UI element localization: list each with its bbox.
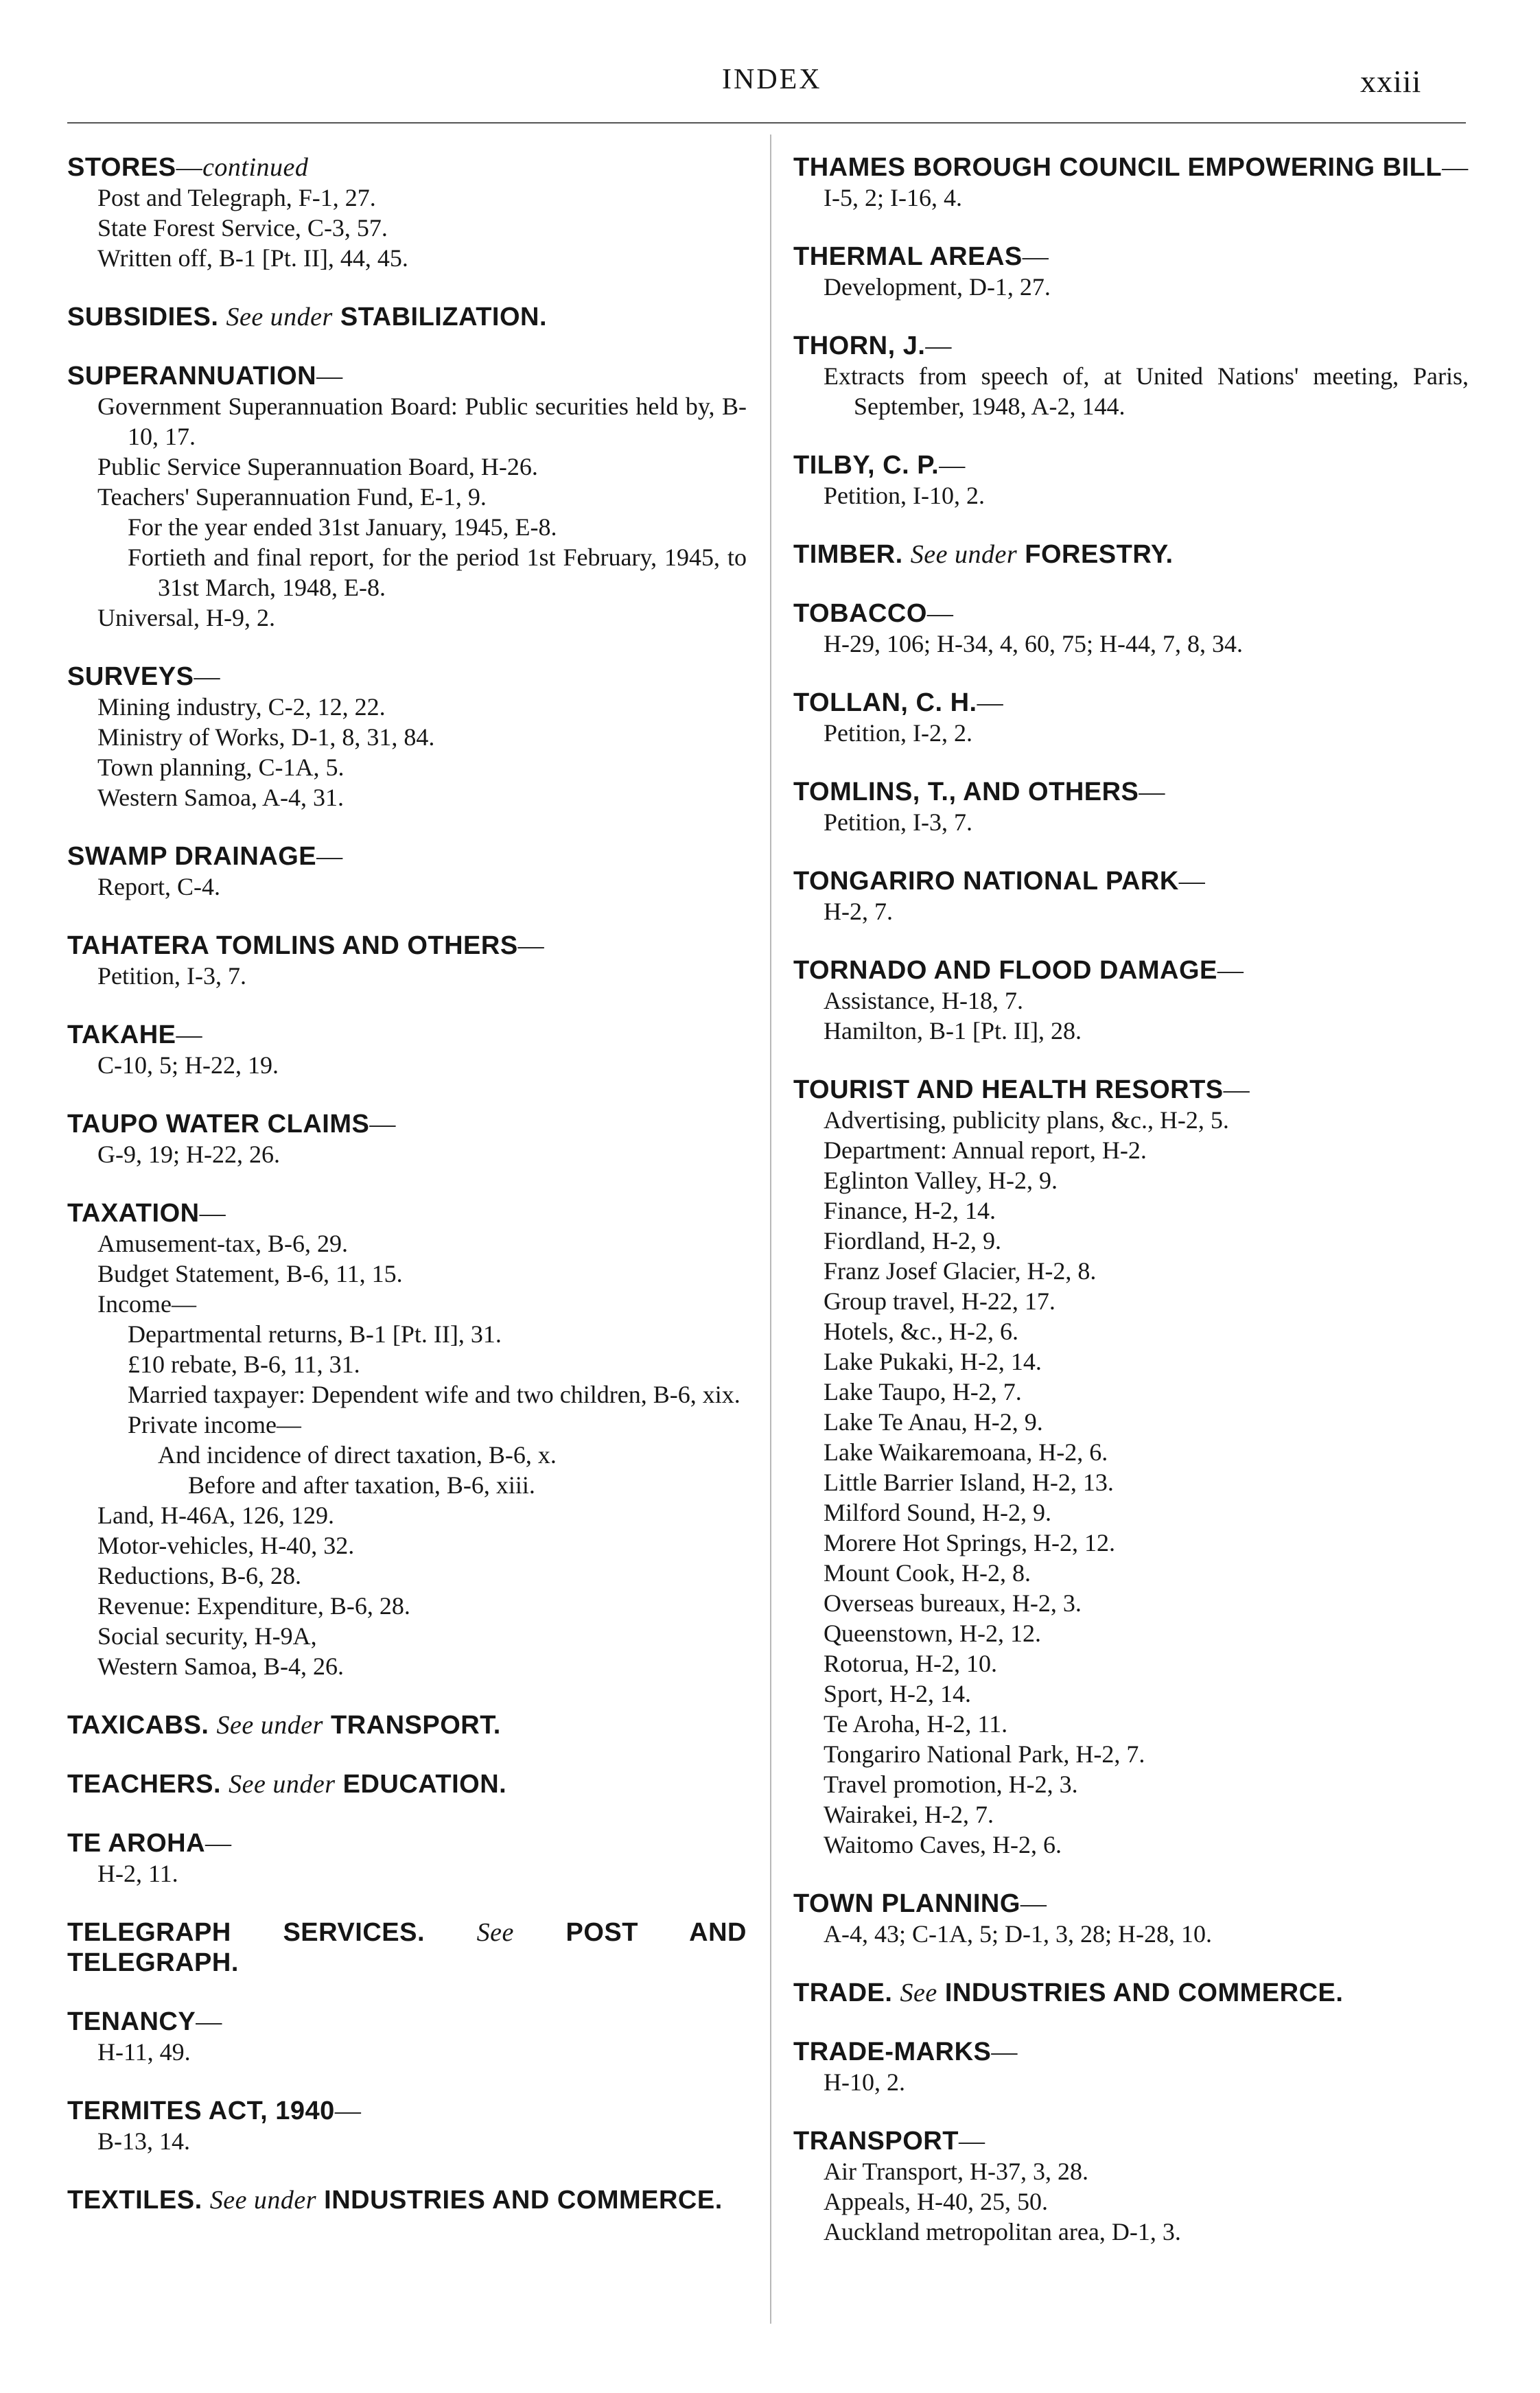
- entry-heading: TOBACCO—: [793, 599, 954, 628]
- entry-line: Hamilton, B-1 [Pt. II], 28.: [824, 1017, 1082, 1044]
- entry-line: Extracts from speech of, at United Nations' meeting, Paris, September, 1948, A-2, 144.: [824, 362, 1469, 420]
- entry-line: Mount Cook, H-2, 8.: [824, 1559, 1031, 1587]
- entry-heading: TELEGRAPH SERVICES. See POST AND TELEGRAPH.: [67, 1918, 747, 1977]
- entry-tollan: [793, 688, 1469, 748]
- entry-line: Post and Telegraph, F-1, 27.: [97, 184, 376, 211]
- entry-teachers: [67, 1769, 747, 1799]
- entry-line: Lake Te Anau, H-2, 9.: [824, 1408, 1043, 1436]
- entry-line: Western Samoa, B-4, 26.: [97, 1653, 345, 1680]
- entry-line: Fortieth and final report, for the period 1st February, 1945, to 31st March, 1948, E-8.: [128, 544, 747, 601]
- entry-textiles: [67, 2185, 747, 2215]
- entry-heading: SUBSIDIES. See under STABILIZATION.: [67, 303, 548, 331]
- entry-line: Petition, I-3, 7.: [824, 808, 972, 836]
- entry-trade: [793, 1978, 1469, 2008]
- entry-surveys: [67, 662, 747, 813]
- entry-superannuation: [67, 361, 747, 633]
- entry-heading: SWAMP DRAINAGE—: [67, 842, 343, 871]
- entry-line: Auckland metropolitan area, D-1, 3.: [824, 2218, 1181, 2245]
- entry-tomlins: [793, 777, 1469, 837]
- entry-line: Te Aroha, H-2, 11.: [824, 1710, 1008, 1738]
- entry-heading: SURVEYS—: [67, 662, 220, 691]
- entry-line: For the year ended 31st January, 1945, E-8.: [128, 513, 557, 541]
- entry-taupo-water-claims: [67, 1109, 747, 1169]
- entry-line: C-10, 5; H-22, 19.: [97, 1051, 279, 1079]
- entry-heading: TRADE-MARKS—: [793, 2038, 1018, 2066]
- entry-line: Teachers' Superannuation Fund, E-1, 9.: [97, 483, 487, 511]
- entry-tahatera: [67, 931, 747, 991]
- entry-line: Advertising, publicity plans, &c., H-2, 5.: [824, 1106, 1229, 1134]
- entry-heading: TOURIST AND HEALTH RESORTS—: [793, 1075, 1250, 1104]
- entry-line: Hotels, &c., H-2, 6.: [824, 1318, 1018, 1345]
- entry-line: Appeals, H-40, 25, 50.: [824, 2188, 1048, 2215]
- entry-line: Eglinton Valley, H-2, 9.: [824, 1167, 1058, 1194]
- entry-tobacco: [793, 598, 1469, 659]
- page-title: INDEX: [722, 64, 822, 95]
- entry-tenancy: [67, 2007, 747, 2067]
- entry-line: Amusement-tax, B-6, 29.: [97, 1230, 348, 1257]
- header-rule: [67, 122, 1466, 124]
- entry-tilby: [793, 450, 1469, 511]
- entry-heading: TENANCY—: [67, 2007, 222, 2036]
- entry-line: Travel promotion, H-2, 3.: [824, 1771, 1078, 1798]
- entry-line: H-29, 106; H-34, 4, 60, 75; H-44, 7, 8, 34.: [824, 630, 1243, 657]
- entry-line: Revenue: Expenditure, B-6, 28.: [97, 1592, 410, 1620]
- entry-thames-borough: [793, 152, 1469, 213]
- entry-transport: [793, 2126, 1469, 2247]
- entry-heading: TILBY, C. P.—: [793, 451, 966, 480]
- entry-line: Sport, H-2, 14.: [824, 1680, 971, 1707]
- entry-line: Tongariro National Park, H-2, 7.: [824, 1740, 1145, 1768]
- entry-line: Report, C-4.: [97, 873, 220, 900]
- entry-heading: TOMLINS, T., AND OTHERS—: [793, 778, 1165, 806]
- entry-line: Fiordland, H-2, 9.: [824, 1227, 1001, 1254]
- entry-line: H-2, 7.: [824, 898, 893, 925]
- entry-telegraph-services: [67, 1917, 747, 1978]
- entry-line: Budget Statement, B-6, 11, 15.: [97, 1260, 403, 1287]
- entry-town-planning: [793, 1889, 1469, 1949]
- entry-timber: [793, 539, 1469, 570]
- entry-line: H-10, 2.: [824, 2068, 905, 2096]
- entry-thorn: [793, 331, 1469, 421]
- entry-heading: TAKAHE—: [67, 1020, 203, 1049]
- entry-line: Married taxpayer: Dependent wife and two children, B-6, xix.: [128, 1381, 740, 1408]
- entry-heading: TAHATERA TOMLINS AND OTHERS—: [67, 931, 545, 960]
- entry-line: Morere Hot Springs, H-2, 12.: [824, 1529, 1115, 1556]
- entry-heading: TAXICABS. See under TRANSPORT.: [67, 1711, 501, 1740]
- entry-heading: TORNADO AND FLOOD DAMAGE—: [793, 956, 1244, 985]
- entry-line: Petition, I-10, 2.: [824, 482, 985, 509]
- entry-line: Government Superannuation Board: Public securities held by, B-10, 17.: [97, 393, 747, 450]
- entry-line: Ministry of Works, D-1, 8, 31, 84.: [97, 723, 435, 751]
- entry-line: Public Service Superannuation Board, H-26.: [97, 453, 538, 480]
- entry-line: I-5, 2; I-16, 4.: [824, 184, 962, 211]
- right-column: [793, 152, 1469, 2276]
- entry-heading: TOLLAN, C. H.—: [793, 688, 1004, 717]
- entry-termites-act: [67, 2096, 747, 2156]
- entry-line: Overseas bureaux, H-2, 3.: [824, 1589, 1082, 1617]
- left-column: [67, 152, 747, 2244]
- page-number: xxiii: [1360, 64, 1422, 99]
- entry-heading: TIMBER. See under FORESTRY.: [793, 540, 1174, 569]
- entry-line: Development, D-1, 27.: [824, 273, 1051, 301]
- entry-heading: TAUPO WATER CLAIMS—: [67, 1110, 396, 1139]
- entry-heading: THORN, J.—: [793, 331, 952, 360]
- entry-line: Rotorua, H-2, 10.: [824, 1650, 997, 1677]
- entry-heading: TOWN PLANNING—: [793, 1889, 1047, 1918]
- entry-heading: TE AROHA—: [67, 1829, 232, 1858]
- entry-taxicabs: [67, 1710, 747, 1740]
- entry-line: Income—: [97, 1290, 196, 1318]
- entry-taxation: [67, 1198, 747, 1681]
- entry-line: H-11, 49.: [97, 2038, 191, 2066]
- entry-heading: TEXTILES. See under INDUSTRIES AND COMMERCE.: [67, 2186, 723, 2215]
- entry-heading: TERMITES ACT, 1940—: [67, 2097, 362, 2125]
- entry-line: B-13, 14.: [97, 2127, 190, 2155]
- entry-line: Waitomo Caves, H-2, 6.: [824, 1831, 1062, 1858]
- entry-line: State Forest Service, C-3, 57.: [97, 214, 388, 242]
- entry-line: Wairakei, H-2, 7.: [824, 1801, 994, 1828]
- entry-line: Group travel, H-22, 17.: [824, 1287, 1055, 1315]
- entry-line: Lake Pukaki, H-2, 14.: [824, 1348, 1042, 1375]
- entry-heading: THAMES BOROUGH COUNCIL EMPOWERING BILL—: [793, 153, 1469, 182]
- entry-heading: THERMAL AREAS—: [793, 242, 1049, 271]
- entry-line: Lake Taupo, H-2, 7.: [824, 1378, 1022, 1405]
- entry-tongariro: [793, 866, 1469, 926]
- page-header: [0, 63, 1540, 104]
- entry-line: Petition, I-2, 2.: [824, 719, 972, 747]
- entry-line: Air Transport, H-37, 3, 28.: [824, 2158, 1089, 2185]
- entry-line: Social security, H-9A,: [97, 1622, 317, 1650]
- entry-line: Universal, H-9, 2.: [97, 604, 275, 631]
- entry-tourist-resorts: [793, 1075, 1469, 1860]
- entry-line: Before and after taxation, B-6, xiii.: [188, 1471, 535, 1499]
- entry-line: Lake Waikaremoana, H-2, 6.: [824, 1438, 1108, 1466]
- entry-line: Little Barrier Island, H-2, 13.: [824, 1469, 1114, 1496]
- entry-line: Assistance, H-18, 7.: [824, 987, 1023, 1014]
- entry-subsidies: [67, 302, 747, 332]
- entry-line: Western Samoa, A-4, 31.: [97, 784, 345, 811]
- entry-thermal-areas: [793, 242, 1469, 302]
- entry-line: H-2, 11.: [97, 1860, 178, 1887]
- entry-line: £10 rebate, B-6, 11, 31.: [128, 1351, 360, 1378]
- entry-line: Milford Sound, H-2, 9.: [824, 1499, 1051, 1526]
- entry-heading: TRANSPORT—: [793, 2127, 985, 2156]
- entry-line: Written off, B-1 [Pt. II], 44, 45.: [97, 244, 408, 272]
- entry-tornado: [793, 955, 1469, 1046]
- entry-line: Department: Annual report, H-2.: [824, 1136, 1147, 1164]
- entry-te-aroha: [67, 1828, 747, 1889]
- entry-line: Petition, I-3, 7.: [97, 962, 246, 990]
- entry-trade-marks: [793, 2037, 1469, 2097]
- entry-line: Motor-vehicles, H-40, 32.: [97, 1532, 355, 1559]
- entry-heading: STORES—continued: [67, 153, 309, 182]
- entry-line: Finance, H-2, 14.: [824, 1197, 996, 1224]
- entry-heading: TAXATION—: [67, 1199, 226, 1228]
- entry-line: And incidence of direct taxation, B-6, x.: [158, 1441, 557, 1469]
- entry-takahe: [67, 1020, 747, 1080]
- entry-heading: SUPERANNUATION—: [67, 362, 343, 390]
- entry-stores: [67, 152, 747, 273]
- entry-line: Mining industry, C-2, 12, 22.: [97, 693, 386, 721]
- entry-heading: TEACHERS. See under EDUCATION.: [67, 1770, 507, 1799]
- entry-heading: TONGARIRO NATIONAL PARK—: [793, 867, 1206, 896]
- entry-swamp-drainage: [67, 841, 747, 902]
- entry-line: G-9, 19; H-22, 26.: [97, 1141, 280, 1168]
- column-divider: [770, 135, 771, 2324]
- entry-heading: TRADE. See INDUSTRIES AND COMMERCE.: [793, 1978, 1344, 2007]
- entry-line: Queenstown, H-2, 12.: [824, 1620, 1041, 1647]
- entry-line: Land, H-46A, 126, 129.: [97, 1502, 334, 1529]
- entry-line: Departmental returns, B-1 [Pt. II], 31.: [128, 1320, 502, 1348]
- entry-line: A-4, 43; C-1A, 5; D-1, 3, 28; H-28, 10.: [824, 1920, 1212, 1948]
- entry-line: Town planning, C-1A, 5.: [97, 754, 345, 781]
- entry-line: Reductions, B-6, 28.: [97, 1562, 301, 1589]
- entry-line: Franz Josef Glacier, H-2, 8.: [824, 1257, 1097, 1285]
- entry-line: Private income—: [128, 1411, 301, 1438]
